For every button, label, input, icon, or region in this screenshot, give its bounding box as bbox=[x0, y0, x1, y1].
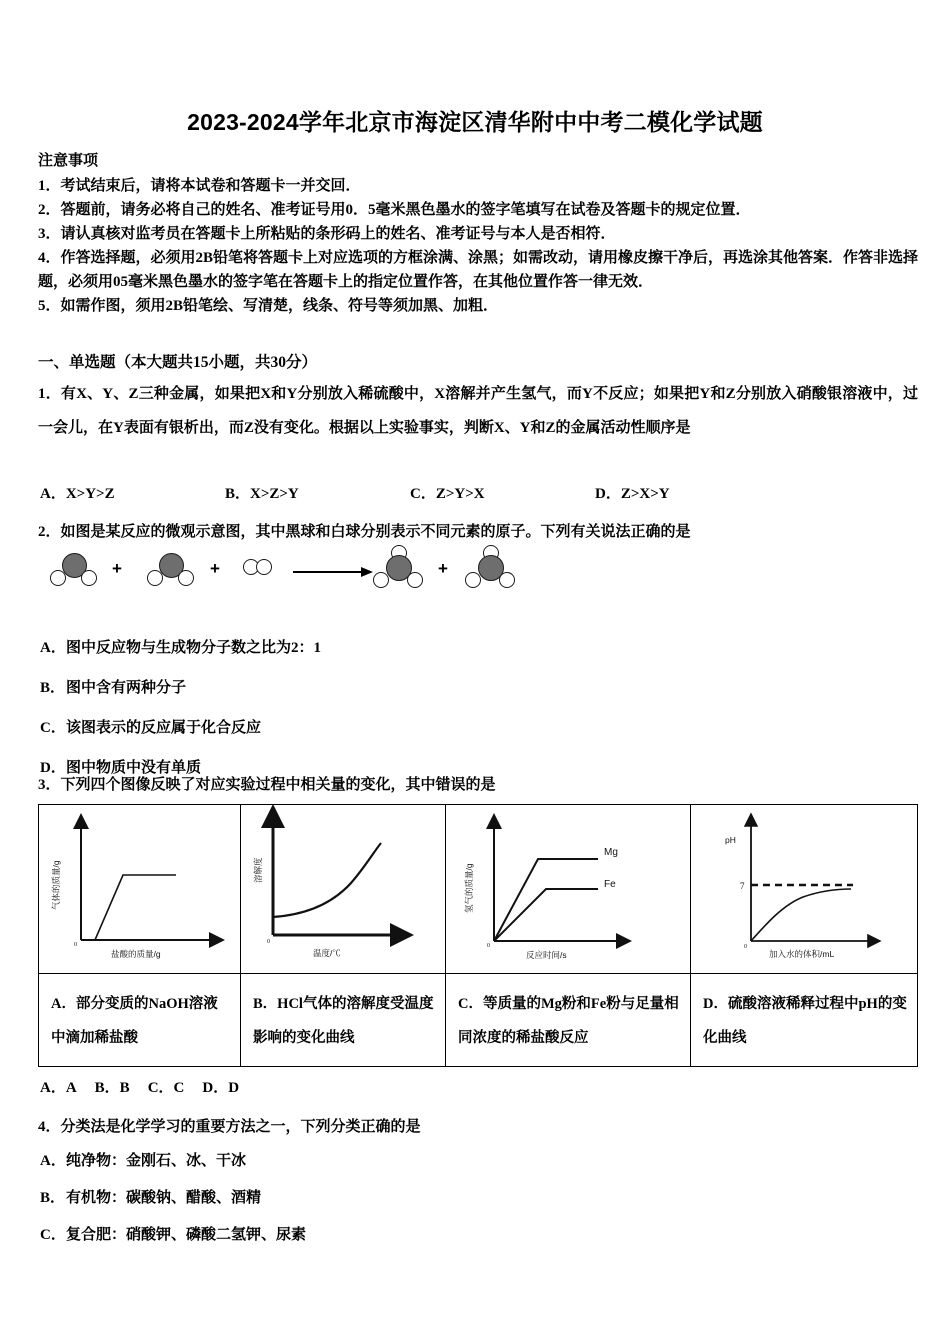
question-1-option-c[interactable]: C．Z>Y>X bbox=[410, 486, 485, 502]
section-heading: 一、单选题（本大题共15小题，共30分） bbox=[38, 354, 318, 371]
chart-b-svg bbox=[241, 805, 446, 973]
svg-text:0: 0 bbox=[744, 944, 747, 950]
page-title: 2023-2024学年北京市海淀区清华附中中考二模化学试题 bbox=[187, 109, 763, 135]
chart-row bbox=[39, 805, 917, 973]
caption-cell-d bbox=[691, 974, 917, 1066]
option-label: B． bbox=[40, 680, 66, 696]
chart-cell-c bbox=[446, 805, 691, 973]
light-atom bbox=[50, 570, 66, 586]
light-atom bbox=[147, 570, 163, 586]
chart-d-ylabel: pH bbox=[725, 835, 736, 845]
question-1-option-d[interactable]: D．Z>X>Y bbox=[595, 486, 670, 502]
chart-b bbox=[241, 805, 445, 973]
option-text: 图中反应物与生成物分子数之比为2：1 bbox=[66, 640, 322, 656]
question-1-option-a[interactable]: A．X>Y>Z bbox=[40, 486, 115, 502]
question-1-body: 有X、Y、Z三种金属，如果把X和Y分别放入稀硫酸中，X溶解并产生氢气，而Y不反应；如果把Y和Z分别放入硝酸银溶液中，过一会儿，在Y表面有银析出，而Z没有变化。根据以上实验事实，判断X、Y和Z的金属活动性顺序是 bbox=[38, 386, 918, 436]
question-3-option-d[interactable]: D．D bbox=[202, 1080, 240, 1096]
question-2-option-a[interactable] bbox=[40, 628, 640, 668]
svg-text:0: 0 bbox=[74, 942, 77, 948]
question-2 bbox=[38, 517, 918, 547]
chart-c bbox=[446, 805, 690, 973]
question-4 bbox=[38, 1112, 918, 1142]
caption-b bbox=[241, 974, 445, 1065]
caption-a bbox=[39, 974, 240, 1065]
question-4-option-a[interactable] bbox=[40, 1143, 640, 1180]
caption-d bbox=[691, 974, 917, 1065]
option-text: 图中含有两种分子 bbox=[66, 680, 187, 696]
caption-text: 硫酸溶液稀释过程中pH的变化曲线 bbox=[703, 996, 907, 1046]
option-text: 有机物：碳酸钠、醋酸、酒精 bbox=[66, 1190, 262, 1206]
question-2-option-b[interactable] bbox=[40, 668, 640, 708]
product-molecule-2 bbox=[465, 545, 519, 595]
option-label: B． bbox=[40, 1190, 66, 1206]
caption-c bbox=[446, 974, 690, 1065]
question-1 bbox=[38, 377, 918, 445]
svg-text:0: 0 bbox=[487, 943, 490, 949]
chart-c-series-fe-label: Fe bbox=[604, 879, 616, 890]
notice-heading: 注意事项 bbox=[38, 153, 99, 169]
caption-cell-a bbox=[39, 974, 241, 1066]
light-atom bbox=[407, 572, 423, 588]
question-1-number: 1． bbox=[38, 386, 61, 402]
caption-label: B． bbox=[253, 996, 278, 1012]
caption-text: HCl气体的溶解度受温度影响的变化曲线 bbox=[253, 996, 434, 1046]
notice-block bbox=[38, 150, 918, 318]
question-4-text bbox=[38, 1112, 918, 1142]
question-2-body: 如图是某反应的微观示意图，其中黑球和白球分别表示不同元素的原子。下列有关说法正确的是 bbox=[60, 524, 691, 540]
light-atom bbox=[81, 570, 97, 586]
option-label: C． bbox=[40, 720, 66, 736]
question-3-option-b[interactable]: B．B bbox=[94, 1080, 130, 1096]
notice-item-1: 1．考试结束后，请将本试卷和答题卡一并交回． bbox=[38, 178, 361, 194]
question-3-answer-options bbox=[40, 1076, 257, 1097]
light-atom bbox=[256, 559, 272, 575]
notice-item-5: 5．如需作图，须用2B铅笔绘、写清楚，线条、符号等须加黑、加粗． bbox=[38, 298, 499, 314]
question-2-option-c[interactable] bbox=[40, 708, 640, 748]
option-text: 复合肥：硝酸钾、磷酸二氢钾、尿素 bbox=[66, 1227, 307, 1243]
option-label: A． bbox=[40, 640, 66, 656]
option-label: A． bbox=[40, 1153, 66, 1169]
reactant-molecule-3 bbox=[243, 559, 279, 579]
question-1-options bbox=[40, 482, 920, 503]
question-4-option-c[interactable] bbox=[40, 1217, 640, 1254]
reactant-molecule-2 bbox=[145, 551, 197, 591]
svg-text:0: 0 bbox=[267, 939, 270, 945]
caption-cell-b bbox=[241, 974, 446, 1066]
question-3-number: 3． bbox=[38, 777, 61, 793]
option-text: 纯净物：金刚石、冰、干冰 bbox=[66, 1153, 247, 1169]
chart-b-ylabel: 溶解度 bbox=[253, 857, 263, 883]
chart-cell-a bbox=[39, 805, 241, 973]
question-3-body: 下列四个图像反映了对应实验过程中相关量的变化，其中错误的是 bbox=[60, 777, 496, 793]
chart-a-xlabel: 盐酸的质量/g bbox=[111, 949, 161, 959]
caption-label: C． bbox=[458, 996, 483, 1012]
question-4-body: 分类法是化学学习的重要方法之一，下列分类正确的是 bbox=[60, 1119, 421, 1135]
caption-text: 等质量的Mg粉和Fe粉与足量相同浓度的稀盐酸反应 bbox=[458, 996, 679, 1046]
caption-label: D． bbox=[703, 996, 728, 1012]
light-atom bbox=[373, 572, 389, 588]
reaction-arrow-icon bbox=[293, 566, 375, 578]
chart-cell-d bbox=[691, 805, 917, 973]
question-4-options bbox=[40, 1143, 640, 1254]
notice-item-2: 2．答题前，请务必将自己的姓名、准考证号用0．5毫米黑色墨水的签字笔填写在试卷及答题卡的规定位置． bbox=[38, 202, 751, 218]
caption-cell-c bbox=[446, 974, 691, 1066]
chart-d bbox=[691, 805, 917, 973]
chart-a-svg bbox=[39, 805, 241, 973]
question-3-chart-table bbox=[38, 804, 918, 1067]
chart-b-xlabel: 温度/℃ bbox=[313, 948, 341, 958]
caption-row bbox=[39, 973, 917, 1066]
chart-c-svg bbox=[446, 805, 691, 973]
question-4-number: 4． bbox=[38, 1119, 61, 1135]
chart-cell-b bbox=[241, 805, 446, 973]
question-1-option-b[interactable]: B．X>Z>Y bbox=[225, 486, 299, 502]
plus-sign-3: + bbox=[438, 559, 448, 578]
caption-label: A． bbox=[51, 996, 76, 1012]
reactant-molecule-1 bbox=[48, 551, 100, 591]
chart-a-ylabel: 气体的质量/g bbox=[51, 860, 61, 910]
light-atom bbox=[499, 572, 515, 588]
question-2-options bbox=[40, 628, 640, 788]
chart-c-series-mg-label: Mg bbox=[604, 847, 618, 858]
question-3-option-a[interactable]: A．A bbox=[40, 1080, 77, 1096]
option-label: C． bbox=[40, 1227, 66, 1243]
question-3-text bbox=[38, 770, 918, 800]
light-atom bbox=[178, 570, 194, 586]
notice-item-4: 4．作答选择题，必须用2B铅笔将答题卡上对应选项的方框涂满、涂黑；如需改动，请用橡皮擦干净后，再选涂其他答案．作答非选择题，必须用05毫米黑色墨水的签字笔在答题卡上的指定位置作答，在其他位置作答一律无效． bbox=[38, 250, 919, 290]
notice-item-3: 3．请认真核对监考员在答题卡上所粘贴的条形码上的姓名、准考证号与本人是否相符． bbox=[38, 226, 616, 242]
question-1-text bbox=[38, 377, 918, 445]
option-text: 该图表示的反应属于化合反应 bbox=[66, 720, 262, 736]
chart-c-ylabel: 氢气的质量/g bbox=[464, 863, 474, 913]
option-label: D． bbox=[40, 760, 66, 776]
question-2-text bbox=[38, 517, 918, 547]
chart-d-reference-label: 7 bbox=[740, 881, 745, 891]
plus-sign-1: + bbox=[112, 559, 122, 578]
question-3-option-c[interactable]: C．C bbox=[147, 1080, 185, 1096]
chart-a bbox=[39, 805, 240, 973]
product-molecule-1 bbox=[373, 545, 427, 595]
chart-d-xlabel: 加入水的体积/mL bbox=[769, 949, 835, 959]
chart-d-svg bbox=[691, 805, 917, 973]
question-4-option-b[interactable] bbox=[40, 1180, 640, 1217]
caption-text: 部分变质的NaOH溶液中滴加稀盐酸 bbox=[51, 996, 218, 1046]
question-2-number: 2． bbox=[38, 524, 61, 540]
question-3 bbox=[38, 770, 918, 800]
light-atom bbox=[465, 572, 481, 588]
chart-c-xlabel: 反应时间/s bbox=[526, 950, 567, 960]
option-text: 图中物质中没有单质 bbox=[66, 760, 202, 776]
plus-sign-2: + bbox=[210, 559, 220, 578]
